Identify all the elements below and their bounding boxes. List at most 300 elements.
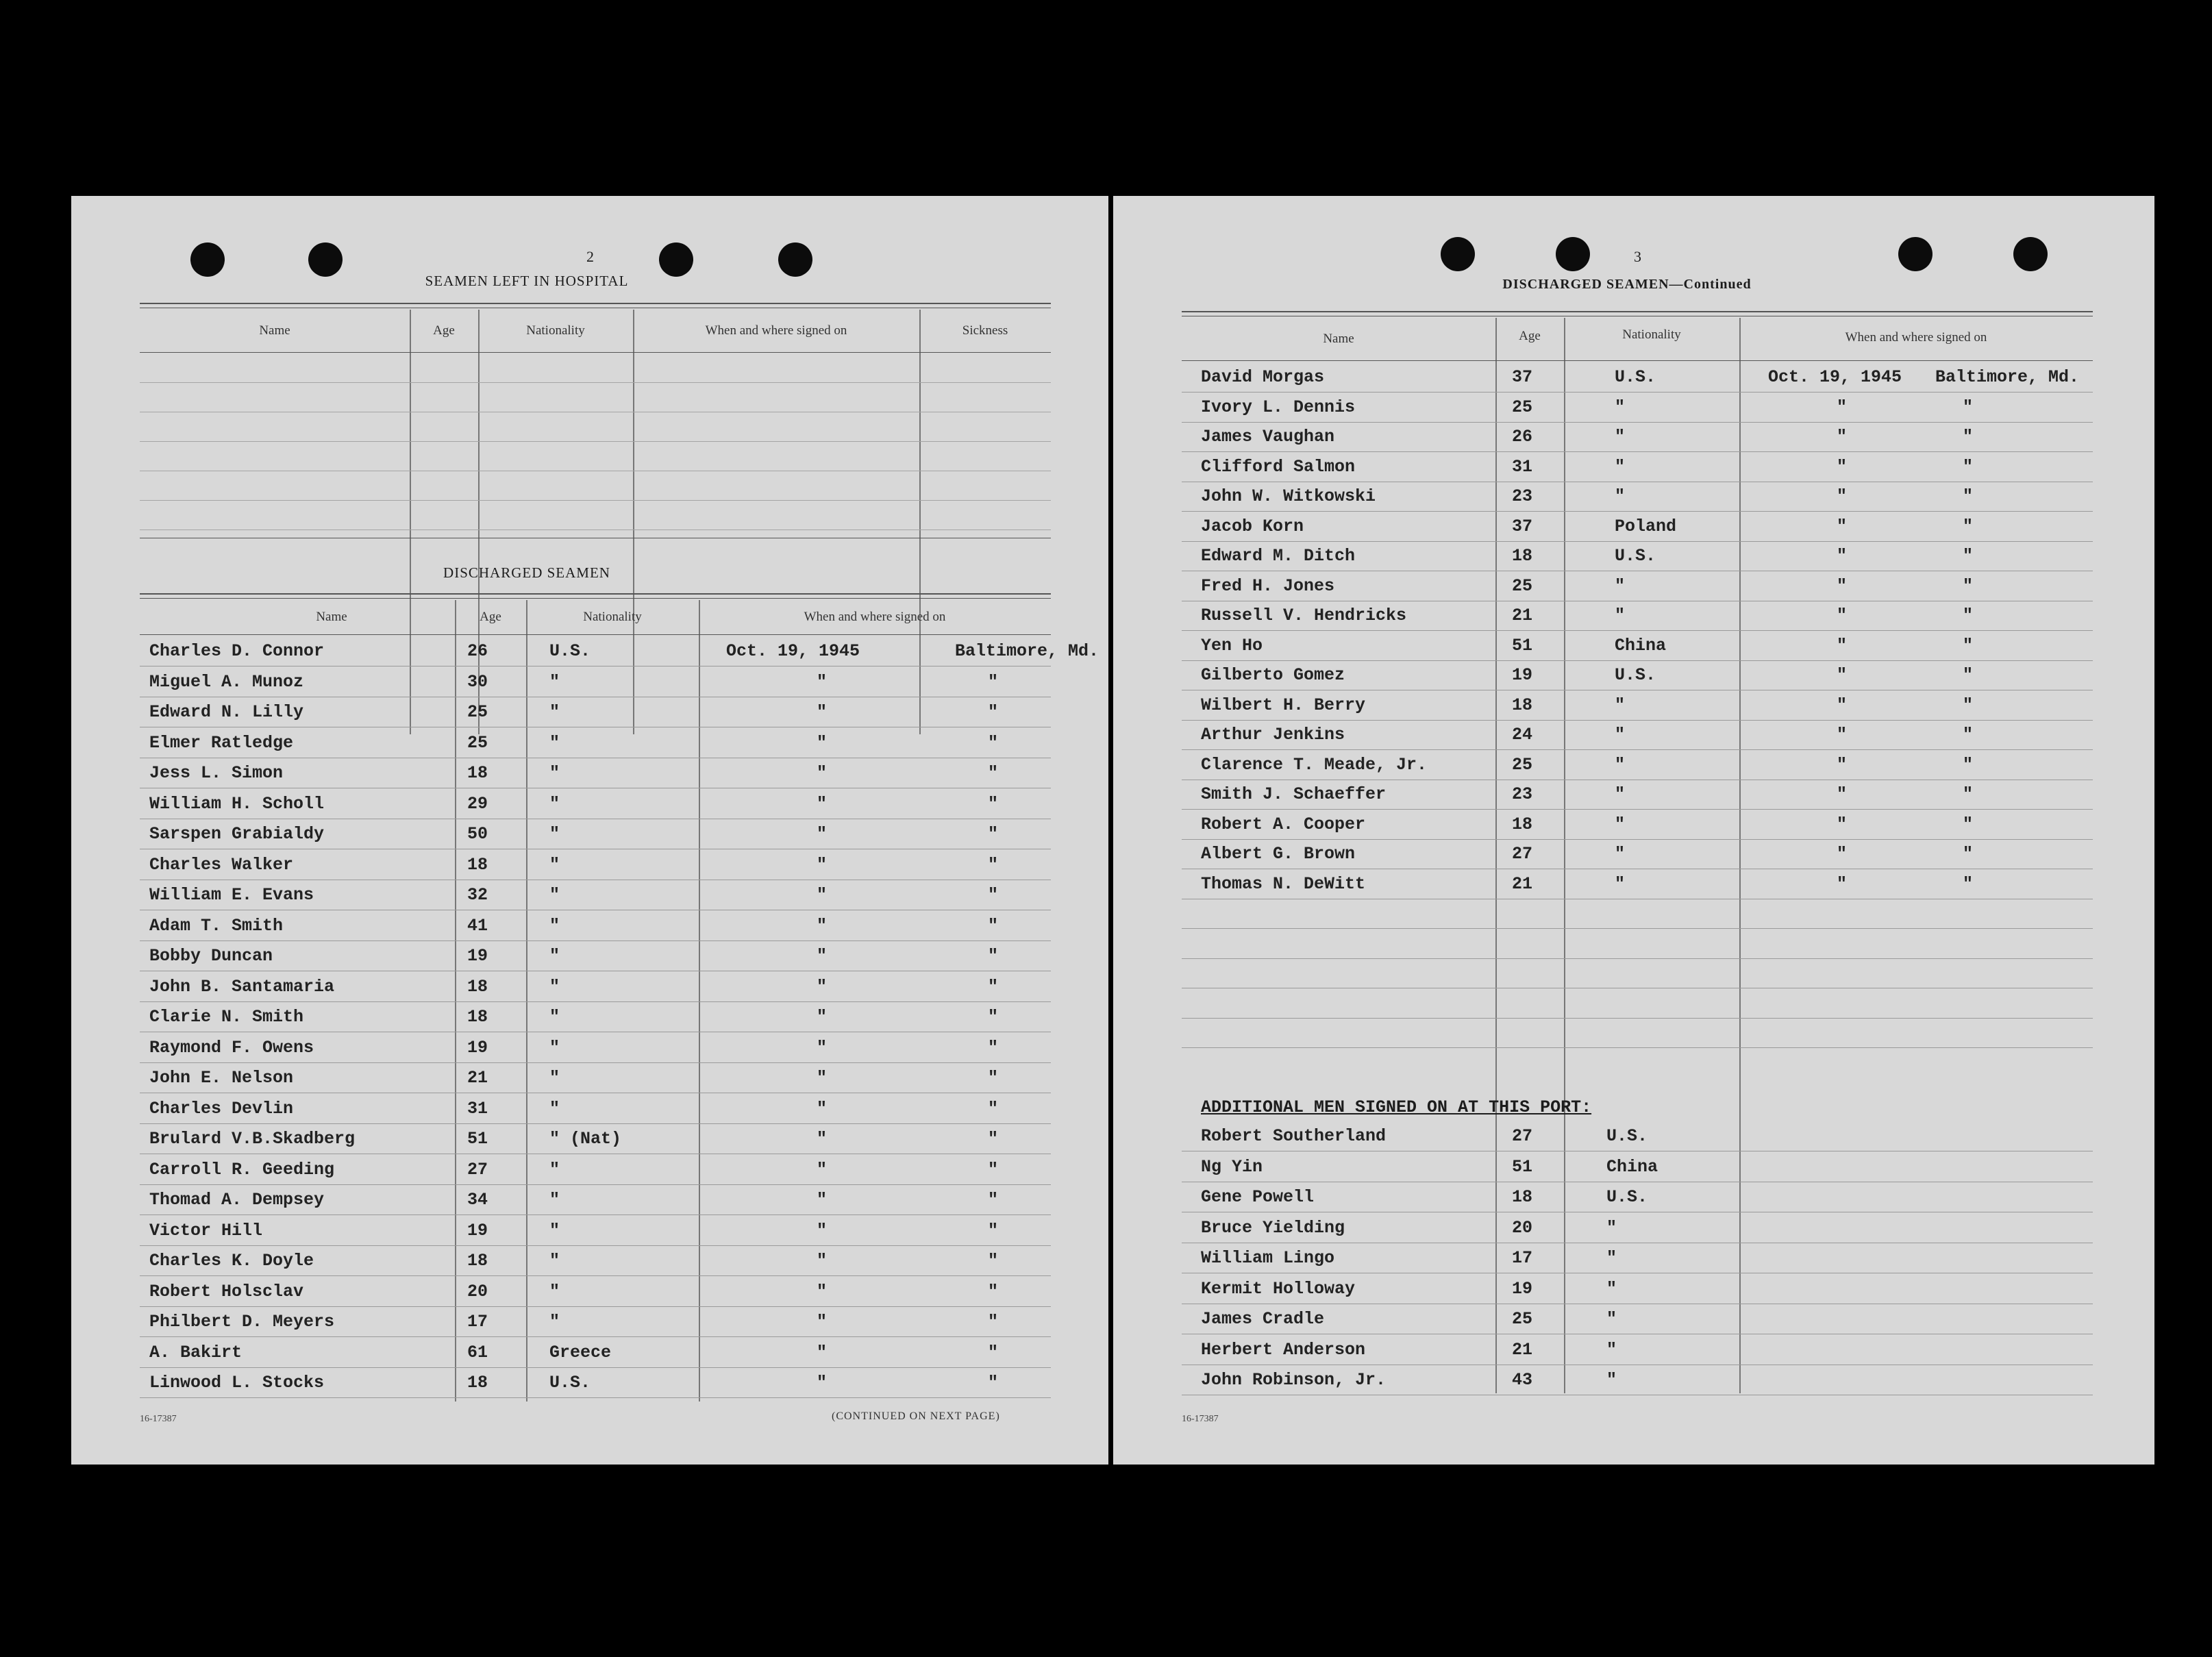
- continued-header-name: Name: [1323, 332, 1354, 346]
- signed-on-where: ": [988, 1098, 999, 1119]
- seaman-name: Bruce Yielding: [1201, 1217, 1345, 1238]
- table-rule: [140, 593, 1051, 595]
- seaman-name: Charles K. Doyle: [149, 1251, 314, 1271]
- seaman-age: 51: [1512, 635, 1533, 656]
- hospital-section-title: SEAMEN LEFT IN HOSPITAL: [425, 273, 629, 289]
- seaman-nationality: ": [1615, 486, 1626, 506]
- hospital-empty-row: [140, 382, 1051, 412]
- seaman-age: 18: [1512, 695, 1533, 715]
- signed-on-where: ": [1963, 397, 1974, 417]
- signed-on-when: ": [817, 1098, 828, 1119]
- hospital-header-nationality: Nationality: [526, 323, 585, 338]
- seaman-age: 18: [467, 763, 488, 783]
- seaman-nationality: ": [1606, 1248, 1617, 1268]
- additional-row: [1182, 1243, 2093, 1273]
- signed-on-where: ": [1963, 873, 1974, 894]
- signed-on-when: ": [817, 885, 828, 905]
- seaman-name: John Robinson, Jr.: [1201, 1370, 1387, 1390]
- signed-on-where: ": [1963, 695, 1974, 715]
- table-row: [140, 1154, 1051, 1185]
- seaman-age: 26: [1512, 427, 1533, 447]
- table-row: [1182, 779, 2093, 810]
- seaman-name: Russell V. Hendricks: [1201, 606, 1407, 625]
- signed-on-when: ": [817, 1159, 828, 1180]
- seaman-name: James Vaughan: [1201, 427, 1335, 447]
- signed-on-when: ": [1837, 516, 1848, 536]
- signed-on-where: ": [988, 671, 999, 692]
- signed-on-when: ": [817, 1251, 828, 1271]
- additional-row: [1182, 1273, 2093, 1304]
- seaman-age: 17: [467, 1312, 488, 1332]
- seaman-name: Gilberto Gomez: [1201, 665, 1345, 685]
- table-row: [140, 636, 1099, 666]
- signed-on-when: ": [1837, 844, 1848, 864]
- seaman-nationality: ": [1615, 754, 1626, 775]
- continued-header-age: Age: [1519, 329, 1541, 343]
- seaman-nationality: ": [1615, 397, 1626, 417]
- signed-on-where: ": [1963, 575, 1974, 596]
- seaman-name: A. Bakirt: [149, 1342, 243, 1362]
- signed-on-where: ": [988, 946, 999, 966]
- seaman-name: John W. Witkowski: [1201, 486, 1376, 506]
- seaman-nationality: ": [1615, 784, 1626, 804]
- signed-on-when: ": [1837, 606, 1848, 625]
- signed-on-when: ": [817, 1068, 828, 1088]
- seaman-nationality: ": [549, 885, 560, 905]
- seaman-nationality: ": [549, 702, 560, 722]
- table-row: [140, 788, 1051, 819]
- seaman-name: Clarie N. Smith: [149, 1007, 304, 1027]
- signed-on-when: ": [1837, 486, 1848, 506]
- seaman-nationality: ": [1606, 1370, 1617, 1390]
- table-row: [140, 1093, 1051, 1124]
- seaman-name: Clifford Salmon: [1201, 456, 1356, 477]
- seaman-age: 25: [1512, 397, 1533, 417]
- seaman-age: 27: [1512, 844, 1533, 864]
- seaman-name: William Lingo: [1201, 1248, 1335, 1268]
- table-row: [1182, 421, 2093, 452]
- additional-row: [1182, 1151, 2093, 1182]
- seaman-name: Edward M. Ditch: [1201, 546, 1356, 566]
- seaman-name: Sarspen Grabialdy: [149, 824, 325, 844]
- table-row: [1182, 690, 2093, 721]
- seaman-age: 18: [1512, 1187, 1533, 1207]
- seaman-nationality: ": [549, 732, 560, 753]
- table-row: [140, 971, 1051, 1002]
- table-row: [140, 727, 1051, 758]
- seaman-age: 21: [467, 1068, 488, 1088]
- additional-row: [1182, 1334, 2093, 1365]
- table-rule: [1182, 360, 2093, 361]
- signed-on-where: ": [1963, 486, 1974, 506]
- signed-on-when: ": [817, 1190, 828, 1210]
- seaman-nationality: ": [549, 1037, 560, 1058]
- table-row: [1182, 600, 2093, 631]
- signed-on-when: ": [817, 793, 828, 814]
- seaman-nationality: ": [1606, 1309, 1617, 1329]
- seaman-name: John E. Nelson: [149, 1068, 294, 1088]
- table-row: [140, 1215, 1051, 1246]
- table-row: [140, 880, 1051, 910]
- seaman-nationality: ": [549, 1068, 560, 1088]
- signed-on-when: ": [1837, 635, 1848, 656]
- seaman-name: William H. Scholl: [149, 793, 325, 814]
- hospital-empty-row: [140, 500, 1051, 530]
- table-rule: [140, 303, 1051, 304]
- seaman-age: 19: [1512, 665, 1533, 685]
- signed-on-where: ": [988, 1220, 999, 1241]
- signed-on-when: Oct. 19, 1945: [726, 641, 860, 661]
- signed-on-where: ": [988, 1007, 999, 1027]
- seaman-age: 19: [467, 1220, 488, 1241]
- seaman-age: 51: [467, 1129, 488, 1149]
- seaman-name: Robert Holsclav: [149, 1281, 304, 1301]
- seaman-nationality: ": [549, 915, 560, 936]
- seaman-nationality: ": [549, 1098, 560, 1119]
- signed-on-where: ": [1963, 844, 1974, 864]
- seaman-age: 21: [1512, 873, 1533, 894]
- table-row: [1182, 540, 2093, 571]
- seaman-nationality: ": [1615, 427, 1626, 447]
- signed-on-when: ": [817, 702, 828, 722]
- signed-on-where: ": [1963, 516, 1974, 536]
- signed-on-where: ": [988, 915, 999, 936]
- seaman-nationality: ": [549, 793, 560, 814]
- seaman-name: Charles Walker: [149, 854, 294, 875]
- signed-on-where: ": [988, 854, 999, 875]
- seaman-age: 41: [467, 915, 488, 936]
- seaman-age: 25: [467, 732, 488, 753]
- table-row: [1182, 511, 2093, 542]
- seaman-age: 19: [467, 1037, 488, 1058]
- punch-hole: [659, 242, 693, 277]
- signed-on-where: ": [988, 1342, 999, 1362]
- signed-on-when: ": [817, 824, 828, 844]
- signed-on-when: ": [1837, 695, 1848, 715]
- seaman-nationality: ": [1606, 1278, 1617, 1299]
- seaman-age: 21: [1512, 606, 1533, 625]
- signed-on-when: ": [1837, 814, 1848, 834]
- discharged-header-name: Name: [316, 610, 347, 624]
- form-number: 16-17387: [1182, 1414, 1219, 1424]
- seaman-age: 31: [1512, 456, 1533, 477]
- signed-on-where: ": [988, 1281, 999, 1301]
- seaman-name: David Morgas: [1201, 367, 1325, 387]
- signed-on-where: ": [988, 1037, 999, 1058]
- hospital-header-sickness: Sickness: [962, 323, 1008, 338]
- seaman-nationality: U.S.: [1606, 1126, 1648, 1146]
- additional-row: [1182, 1365, 2093, 1395]
- seaman-nationality: Poland: [1615, 516, 1677, 536]
- seaman-nationality: ": [549, 824, 560, 844]
- seaman-nationality: U.S.: [1615, 367, 1656, 387]
- additional-row: [1182, 1182, 2093, 1212]
- signed-on-where: ": [1963, 635, 1974, 656]
- empty-row: [1182, 988, 2093, 1019]
- seaman-name: Philbert D. Meyers: [149, 1312, 335, 1332]
- signed-on-where: ": [988, 1159, 999, 1180]
- seaman-nationality: ": [1615, 575, 1626, 596]
- seaman-age: 23: [1512, 784, 1533, 804]
- signed-on-where: ": [988, 732, 999, 753]
- table-row: [1182, 719, 2093, 750]
- punch-hole: [308, 242, 343, 277]
- discharged-continued-title: DISCHARGED SEAMEN—Continued: [1502, 277, 1752, 292]
- seaman-name: Edward N. Lilly: [149, 702, 304, 722]
- seaman-age: 37: [1512, 516, 1533, 536]
- signed-on-where: ": [988, 793, 999, 814]
- signed-on-when: ": [817, 1129, 828, 1149]
- seaman-name: Linwood L. Stocks: [149, 1373, 325, 1393]
- punch-hole: [1898, 237, 1933, 271]
- seaman-nationality: U.S.: [1606, 1187, 1648, 1207]
- seaman-nationality: U.S.: [549, 1373, 591, 1393]
- signed-on-when: ": [817, 1220, 828, 1241]
- table-row: [140, 1337, 1051, 1368]
- table-row: [1182, 451, 2093, 482]
- seaman-age: 24: [1512, 725, 1533, 745]
- table-row: [140, 819, 1051, 849]
- table-row: [140, 849, 1051, 880]
- signed-on-when: ": [817, 1007, 828, 1027]
- table-row: [140, 1276, 1051, 1307]
- table-row: [140, 1001, 1051, 1032]
- seaman-age: 20: [1512, 1217, 1533, 1238]
- seaman-age: 18: [467, 1007, 488, 1027]
- signed-on-when: ": [1837, 456, 1848, 477]
- continued-header-when-where: When and where signed on: [1845, 330, 1987, 345]
- signed-on-where: ": [988, 1068, 999, 1088]
- signed-on-where: ": [988, 1251, 999, 1271]
- page-number: 2: [586, 248, 594, 265]
- empty-row: [1182, 958, 2093, 988]
- signed-on-when: ": [817, 732, 828, 753]
- continued-header-nationality: Nationality: [1622, 327, 1681, 342]
- table-row: [140, 758, 1051, 788]
- seaman-nationality: ": [549, 1220, 560, 1241]
- hospital-empty-row: [140, 412, 1051, 442]
- seaman-name: Brulard V.B.Skadberg: [149, 1129, 356, 1149]
- seaman-age: 25: [1512, 1309, 1533, 1329]
- seaman-age: 31: [467, 1098, 488, 1119]
- seaman-nationality: ": [1615, 844, 1626, 864]
- seaman-nationality: Greece: [549, 1342, 612, 1362]
- empty-row: [1182, 1017, 2093, 1048]
- signed-on-where: ": [988, 824, 999, 844]
- signed-on-when: ": [1837, 575, 1848, 596]
- seaman-age: 18: [467, 976, 488, 997]
- signed-on-where: ": [988, 1373, 999, 1393]
- signed-on-when: ": [1837, 873, 1848, 894]
- hospital-empty-row: [140, 471, 1051, 501]
- seaman-nationality: " (Nat): [549, 1129, 622, 1149]
- table-row: [1182, 392, 2093, 423]
- table-row: [140, 1184, 1051, 1215]
- seaman-name: Ng Yin: [1201, 1156, 1263, 1177]
- signed-on-when: ": [817, 1281, 828, 1301]
- punch-hole: [1441, 237, 1475, 271]
- seaman-nationality: U.S.: [1615, 665, 1656, 685]
- seaman-name: Smith J. Schaeffer: [1201, 784, 1387, 804]
- seaman-nationality: U.S.: [549, 641, 591, 661]
- signed-on-where: ": [1963, 814, 1974, 834]
- seaman-name: Jacob Korn: [1201, 516, 1304, 536]
- signed-on-when: Oct. 19, 1945: [1768, 367, 1902, 387]
- punch-hole: [1556, 237, 1590, 271]
- seaman-name: Kermit Holloway: [1201, 1278, 1356, 1299]
- seaman-name: James Cradle: [1201, 1309, 1325, 1329]
- seaman-age: 18: [467, 854, 488, 875]
- seaman-name: Gene Powell: [1201, 1187, 1315, 1207]
- seaman-nationality: ": [549, 1251, 560, 1271]
- table-row: [1182, 749, 2093, 780]
- seaman-name: Carroll R. Geeding: [149, 1159, 335, 1180]
- seaman-nationality: U.S.: [1615, 546, 1656, 566]
- signed-on-when: ": [817, 671, 828, 692]
- table-row: [140, 1306, 1051, 1337]
- seaman-name: Elmer Ratledge: [149, 732, 294, 753]
- table-row: [1182, 660, 2093, 690]
- hospital-empty-row: [140, 353, 1051, 383]
- seaman-age: 25: [467, 702, 488, 722]
- seaman-name: Charles Devlin: [149, 1098, 294, 1119]
- signed-on-when: ": [817, 763, 828, 783]
- seaman-age: 51: [1512, 1156, 1533, 1177]
- hospital-header-age: Age: [433, 323, 455, 338]
- seaman-age: 19: [467, 946, 488, 966]
- signed-on-where: ": [1963, 456, 1974, 477]
- signed-on-when: ": [1837, 427, 1848, 447]
- signed-on-where: ": [1963, 427, 1974, 447]
- seaman-name: Arthur Jenkins: [1201, 725, 1345, 745]
- seaman-age: 26: [467, 641, 488, 661]
- signed-on-when: ": [1837, 665, 1848, 685]
- seaman-nationality: ": [549, 1190, 560, 1210]
- seaman-name: Wilbert H. Berry: [1201, 695, 1366, 715]
- seaman-age: 37: [1512, 367, 1533, 387]
- signed-on-when: ": [1837, 397, 1848, 417]
- seaman-age: 25: [1512, 754, 1533, 775]
- seaman-nationality: ": [1615, 606, 1626, 625]
- seaman-name: William E. Evans: [149, 885, 314, 905]
- form-number: 16-17387: [140, 1414, 177, 1424]
- page-number: 3: [1634, 248, 1641, 265]
- seaman-nationality: ": [549, 671, 560, 692]
- table-row: [140, 1032, 1051, 1063]
- seaman-age: 21: [1512, 1339, 1533, 1360]
- table-row: [1182, 869, 2093, 899]
- table-row: [140, 910, 1051, 941]
- table-row: [1182, 481, 2093, 512]
- table-row: [1182, 630, 2093, 661]
- seaman-nationality: ": [1615, 695, 1626, 715]
- seaman-name: Yen Ho: [1201, 635, 1263, 656]
- seaman-age: 29: [467, 793, 488, 814]
- signed-on-when: ": [817, 1373, 828, 1393]
- seaman-age: 43: [1512, 1370, 1533, 1390]
- seaman-age: 61: [467, 1342, 488, 1362]
- seaman-nationality: ": [1615, 725, 1626, 745]
- table-rule: [140, 634, 1051, 635]
- table-row: [140, 1367, 1051, 1398]
- seaman-name: Charles D. Connor: [149, 641, 325, 661]
- seaman-name: Fred H. Jones: [1201, 575, 1335, 596]
- seaman-name: Miguel A. Munoz: [149, 671, 304, 692]
- seaman-age: 34: [467, 1190, 488, 1210]
- seaman-name: Thomad A. Dempsey: [149, 1190, 325, 1210]
- seaman-name: Ivory L. Dennis: [1201, 397, 1356, 417]
- hospital-empty-row: [140, 441, 1051, 471]
- additional-row: [1182, 1304, 2093, 1334]
- signed-on-where: ": [988, 976, 999, 997]
- table-row: [1182, 571, 2093, 601]
- signed-on-where: ": [1963, 754, 1974, 775]
- seaman-age: 19: [1512, 1278, 1533, 1299]
- discharged-header-age: Age: [480, 610, 501, 624]
- signed-on-where: ": [988, 1129, 999, 1149]
- seaman-nationality: ": [549, 1312, 560, 1332]
- seaman-name: Raymond F. Owens: [149, 1037, 314, 1058]
- seaman-age: 27: [1512, 1126, 1533, 1146]
- signed-on-where: ": [1963, 784, 1974, 804]
- table-row: [1182, 838, 2093, 869]
- signed-on-when: ": [1837, 546, 1848, 566]
- signed-on-when: ": [817, 976, 828, 997]
- signed-on-when: ": [1837, 754, 1848, 775]
- seaman-age: 32: [467, 885, 488, 905]
- signed-on-where: ": [1963, 725, 1974, 745]
- seaman-age: 17: [1512, 1248, 1533, 1268]
- seaman-age: 25: [1512, 575, 1533, 596]
- seaman-name: Robert Southerland: [1201, 1126, 1387, 1146]
- seaman-name: Bobby Duncan: [149, 946, 273, 966]
- seaman-nationality: ": [549, 763, 560, 783]
- seaman-age: 18: [467, 1373, 488, 1393]
- seaman-nationality: ": [549, 946, 560, 966]
- continued-note: (CONTINUED ON NEXT PAGE): [832, 1410, 1000, 1422]
- seaman-nationality: ": [549, 854, 560, 875]
- seaman-name: Herbert Anderson: [1201, 1339, 1366, 1360]
- signed-on-where: ": [1963, 606, 1974, 625]
- signed-on-when: ": [817, 1037, 828, 1058]
- table-row: [1182, 362, 2093, 393]
- seaman-nationality: ": [1615, 456, 1626, 477]
- signed-on-when: ": [1837, 725, 1848, 745]
- table-rule: [140, 598, 1051, 599]
- punch-hole: [2013, 237, 2048, 271]
- seaman-age: 18: [1512, 546, 1533, 566]
- table-rule: [1182, 311, 2093, 312]
- seaman-name: Adam T. Smith: [149, 915, 284, 936]
- discharged-header-nationality: Nationality: [583, 610, 642, 624]
- signed-on-when: ": [817, 915, 828, 936]
- discharged-section-title: DISCHARGED SEAMEN: [443, 564, 610, 581]
- table-row: [140, 666, 1051, 697]
- signed-on-where: ": [988, 763, 999, 783]
- seaman-age: 30: [467, 671, 488, 692]
- table-row: [140, 1062, 1051, 1093]
- seaman-age: 20: [467, 1281, 488, 1301]
- empty-row: [1182, 928, 2093, 959]
- seaman-name: Jess L. Simon: [149, 763, 284, 783]
- seaman-age: 50: [467, 824, 488, 844]
- hospital-header-when-where: When and where signed on: [705, 323, 847, 338]
- table-row: [1182, 809, 2093, 840]
- seaman-nationality: ": [549, 1281, 560, 1301]
- seaman-age: 23: [1512, 486, 1533, 506]
- table-row: [140, 1123, 1051, 1154]
- signed-on-when: ": [1837, 784, 1848, 804]
